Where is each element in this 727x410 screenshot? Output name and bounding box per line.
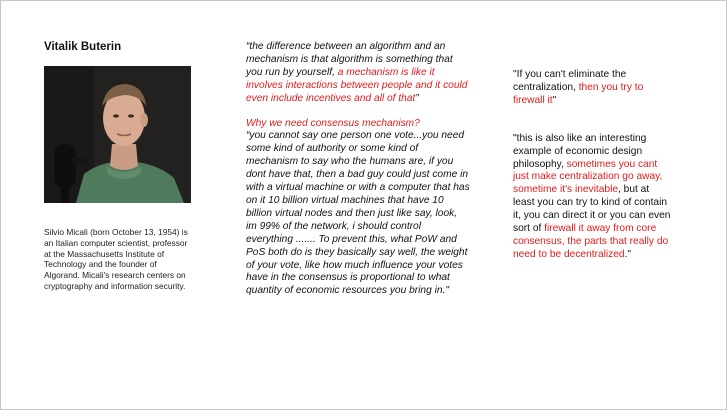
- quote-consensus: “you cannot say one person one vote...you need some kind of authority or some kind of mechanism to say who the humans are, if you dont have that, then a bad guy could just come in with a virtual machine or with a computer that has on it 10 billion virtual machines that have 10 billion virtual nodes and then just like say, look, im 99% of the network, i should control everything ....... To prevent this, what PoW and PoS both do is they basically say well, the weight of your vote, like how much influence your votes have in the consensus is proportional to what quantity of economic resources you bring in.": [246, 130, 470, 297]
- quote-text: “the difference between an algorithm and an mechanism is that algorithm is something that you run by yourself,: [246, 41, 453, 78]
- quote-firewall: [513, 69, 673, 108]
- quote-highlight: sometimes you cant just make centralization go away, sometime it's inevitable: [513, 158, 663, 196]
- quotes-column-middle: [246, 41, 470, 298]
- quotes-column-right: [513, 69, 673, 262]
- speaker-photo-illustration: [44, 66, 191, 203]
- quote-close: .": [624, 248, 632, 260]
- quote-highlight: then you try to firewall it: [513, 81, 644, 106]
- quote-close: ": [552, 94, 557, 106]
- quote-text: "If you can't eliminate the centralization,: [513, 69, 627, 93]
- speaker-photo: [44, 66, 191, 203]
- quote-highlight: a mechanism is like it involves interactions between people and it could even include incentives and all of that: [246, 66, 468, 104]
- quote-text: , but at least you can try to kind of contain it, you can direct it or you can even sort of: [513, 184, 671, 235]
- quote-close: ”: [415, 92, 419, 104]
- consensus-heading: Why we need consensus mechanism?: [246, 117, 420, 129]
- quote-mechanism: [246, 41, 470, 106]
- speaker-bio: Silvio Micali (born October 13, 1954) is an Italian computer scientist, professor at the Massachusetts Institute of Technology and the founder of Algorand. Micali's research centers on cryptography and information security.: [44, 227, 188, 291]
- speaker-name: Vitalik Buterin: [44, 41, 122, 53]
- quote-design-philosophy: [513, 133, 673, 262]
- quote-highlight: firewall it away from core consensus, the parts that really do need to be decentralized: [513, 223, 669, 260]
- quote-text: "this is also like an interesting example of economic design philosophy,: [513, 132, 647, 170]
